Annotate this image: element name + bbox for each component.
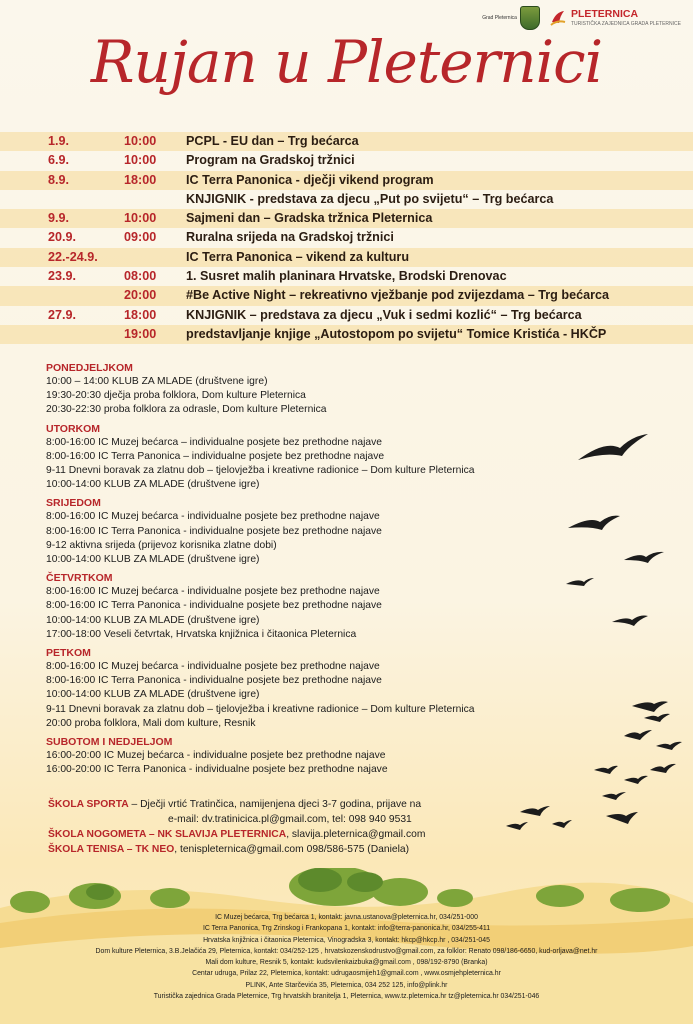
weekly-item: 10:00-14:00 KLUB ZA MLADE (društvene igre) [46, 689, 260, 701]
event-description: IC Terra Panonica - dječji vikend program [186, 172, 434, 187]
event-row [0, 171, 693, 190]
weekday-heading: UTORKOM [46, 422, 101, 435]
event-time: 19:00 [124, 326, 157, 341]
weekly-item: 8:00-16:00 IC Terra Panonica - individualne posjete bez prethodne najave [46, 525, 382, 537]
events-schedule [0, 132, 693, 344]
weekly-item: 10:00 – 14:00 KLUB ZA MLADE (društvene igre) [46, 376, 268, 387]
weekday-block-wednesday [46, 496, 606, 567]
tourism-logo-icon [548, 8, 568, 28]
weekday-block-thursday [46, 571, 606, 642]
weekly-item: 19:30-20:30 dječja proba folklora, Dom kulture Pleternica [46, 390, 306, 402]
event-row [0, 325, 693, 344]
weekly-item: 9-11 Dnevni boravak za zlatnu dob – tjelovježba i kreativne radionice – Dom kulture Pleternica [46, 703, 475, 715]
footer-line: Hrvatska knjižnica i čitaonica Pleternica, Vinogradska 3, kontakt: hkcp@hkcp.hr , 034/251-045 [203, 936, 490, 944]
weekly-item: 16:00-20:00 IC Muzej bećarca - individualne posjete bez prethodne najave [46, 750, 386, 762]
weekly-program [46, 361, 606, 781]
event-time: 18:00 [124, 307, 157, 322]
event-date: 8.9. [48, 172, 70, 187]
weekly-item: 17:00-18:00 Veseli četvrtak, Hrvatska knjižnica i čitaonica Pleternica [46, 628, 357, 640]
event-row [0, 286, 693, 305]
schools-section [48, 797, 425, 857]
event-description: KNJIGNIK – predstava za djecu „Vuk i sedmi kozlić“ – Trg bećarca [186, 307, 582, 322]
city-logo [482, 6, 540, 30]
event-description: #Be Active Night – rekreativno vježbanje pod zvijezdama – Trg bećarca [186, 288, 609, 303]
event-time: 20:00 [124, 288, 157, 303]
weekly-item: 8:00-16:00 IC Terra Panonica - individualne posjete bez prethodne najave [46, 600, 382, 612]
event-description: 1. Susret malih planinara Hrvatske, Brodski Drenovac [186, 269, 507, 284]
sport-school-text: – Dječji vrtić Tratinčica, namijenjena djeci 3-7 godina, prijave na [128, 799, 422, 810]
event-time: 10:00 [124, 134, 157, 148]
tourism-brand-sub: TURISTIČKA ZAJEDNICA GRADA PLETERNICE [570, 21, 681, 28]
city-crest-label: Grad Pleternica [482, 14, 517, 21]
tennis-school-text: , tenispleternica@gmail.com 098/586-575 (Daniela) [174, 844, 410, 855]
football-school-text: , slavija.pleternica@gmail.com [286, 829, 426, 840]
weekly-item: 9-11 Dnevni boravak za zlatnu dob – tjelovježba i kreativne radionice – Dom kulture Pleternica [46, 465, 475, 477]
event-date: 6.9. [48, 153, 70, 168]
event-row [0, 228, 693, 247]
weekday-block-friday [46, 646, 606, 731]
football-school-line [48, 827, 425, 842]
tourism-brand-name: PLETERNICA [570, 7, 639, 20]
weekday-heading: PETKOM [46, 647, 91, 660]
event-date: 1.9. [48, 134, 70, 148]
footer-line: Centar udruga, Prilaz 22, Pleternica, kontakt: udrugaosmijeh1@gmail.com , www.osmjehpleternica.hr [192, 970, 501, 978]
event-description: predstavljanje knjige „Autostopom po svijetu“ Tomice Kristića - HKČP [186, 326, 607, 341]
weekday-block-tuesday [46, 422, 606, 493]
event-date: 9.9. [48, 211, 70, 226]
event-description: Ruralna srijeda na Gradskoj tržnici [186, 230, 394, 245]
event-row [0, 132, 693, 151]
sport-school-line [48, 797, 425, 812]
footer-line: PLINK, Ante Starčevića 35, Pleternica, 034 252 125, info@plink.hr [245, 981, 448, 989]
football-school-title: ŠKOLA NOGOMETA – NK SLAVIJA PLETERNICA [48, 829, 287, 840]
event-date: 20.9. [48, 230, 77, 245]
page-title: Rujan u Pleternici [90, 28, 603, 96]
footer-line: IC Terra Panonica, Trg Zrinskog i Frankopana 1, kontakt: info@terra-panonica.hr, 034/255-411 [202, 925, 491, 933]
event-description: PCPL - EU dan – Trg bećarca [186, 134, 359, 148]
sport-school-contact: e-mail: dv.tratinicica.pl@gmail.com, tel: 098 940 9531 [168, 814, 412, 825]
footer-line: Mali dom kulture, Resnik 5, kontakt: kudsvilenkaizbuka@gmail.com , 098/192-8790 (Branka) [205, 959, 488, 967]
footer-line: Dom kulture Pleternica, 3.B.Jelačića 29, Pleternica, kontakt: 034/252-125 , hrvatskozenskodrustvo@gmail.com, za folklor: Renato 098/186-6650, kud-orljava@net.hr [95, 947, 598, 955]
event-time: 09:00 [124, 230, 157, 245]
event-time: 10:00 [124, 153, 157, 168]
weekday-heading: SUBOTOM I NEDJELJOM [46, 736, 173, 749]
sport-school-title: ŠKOLA SPORTA [48, 799, 129, 810]
weekly-item: 20:30-22:30 proba folklora za odrasle, Dom kulture Pleternica [46, 404, 327, 416]
event-description: Sajmeni dan – Gradska tržnica Pleternica [186, 211, 433, 226]
weekly-item: 9-12 aktivna srijeda (prijevoz korisnika zlatne dobi) [46, 539, 277, 551]
event-row [0, 267, 693, 286]
weekly-item: 10:00-14:00 KLUB ZA MLADE (društvene igre) [46, 554, 260, 566]
weekly-item: 8:00-16:00 IC Terra Panonica - individualne posjete bez prethodne najave [46, 675, 382, 687]
header-logos [482, 6, 681, 30]
tennis-school-title: ŠKOLA TENISA – TK NEO [48, 844, 175, 855]
event-time: 08:00 [124, 269, 157, 284]
weekday-block-monday [46, 361, 606, 418]
weekly-item: 8:00-16:00 IC Muzej bećarca – individualne posjete bez prethodne najave [46, 436, 383, 448]
event-description: IC Terra Panonica – vikend za kulturu [186, 249, 410, 264]
event-date: 27.9. [48, 307, 77, 322]
weekday-block-weekend [46, 735, 606, 777]
weekly-item: 10:00-14:00 KLUB ZA MLADE (društvene igre) [46, 479, 260, 491]
weekday-heading: SRIJEDOM [46, 497, 101, 510]
weekly-item: 8:00-16:00 IC Muzej bećarca - individualne posjete bez prethodne najave [46, 661, 380, 673]
event-description: KNJIGNIK - predstava za djecu „Put po svijetu“ – Trg bećarca [186, 191, 554, 206]
weekly-item: 16:00-20:00 IC Terra Panonica - individualne posjete bez prethodne najave [46, 764, 388, 776]
event-description: Program na Gradskoj tržnici [186, 153, 355, 168]
event-row [0, 209, 693, 228]
weekday-heading: ČETVRTKOM [46, 572, 113, 585]
footer-line: Turistička zajednica Grada Pleternice, Trg hrvatskih branitelja 1, Pleternica, www.tz.pleternica.hr tz@pleternica.hr 034/251-046 [153, 993, 540, 1001]
event-row [0, 190, 693, 209]
event-row [0, 306, 693, 325]
footer-contacts [0, 912, 693, 1002]
weekday-heading: PONEDJELJKOM [46, 362, 133, 374]
tennis-school-line [48, 842, 425, 857]
footer-line: IC Muzej bećarca, Trg bećarca 1, kontakt: javna.ustanova@pleternica.hr, 034/251-000 [215, 914, 478, 921]
weekly-item: 20:00 proba folklora, Mali dom kulture, Resnik [46, 717, 256, 729]
weekly-item: 8:00-16:00 IC Terra Panonica – individualne posjete bez prethodne najave [46, 450, 385, 462]
event-date: 22.-24.9. [48, 249, 98, 264]
event-date: 23.9. [48, 269, 77, 284]
event-row [0, 248, 693, 267]
event-row [0, 151, 693, 170]
event-time: 18:00 [124, 172, 157, 187]
weekly-item: 8:00-16:00 IC Muzej bećarca - individualne posjete bez prethodne najave [46, 511, 380, 523]
event-time: 10:00 [124, 211, 157, 226]
weekly-item: 10:00-14:00 KLUB ZA MLADE (društvene igre) [46, 614, 260, 626]
city-crest-icon [520, 6, 540, 30]
tourism-logo [548, 8, 681, 28]
weekly-item: 8:00-16:00 IC Muzej bećarca - individualne posjete bez prethodne najave [46, 586, 380, 598]
